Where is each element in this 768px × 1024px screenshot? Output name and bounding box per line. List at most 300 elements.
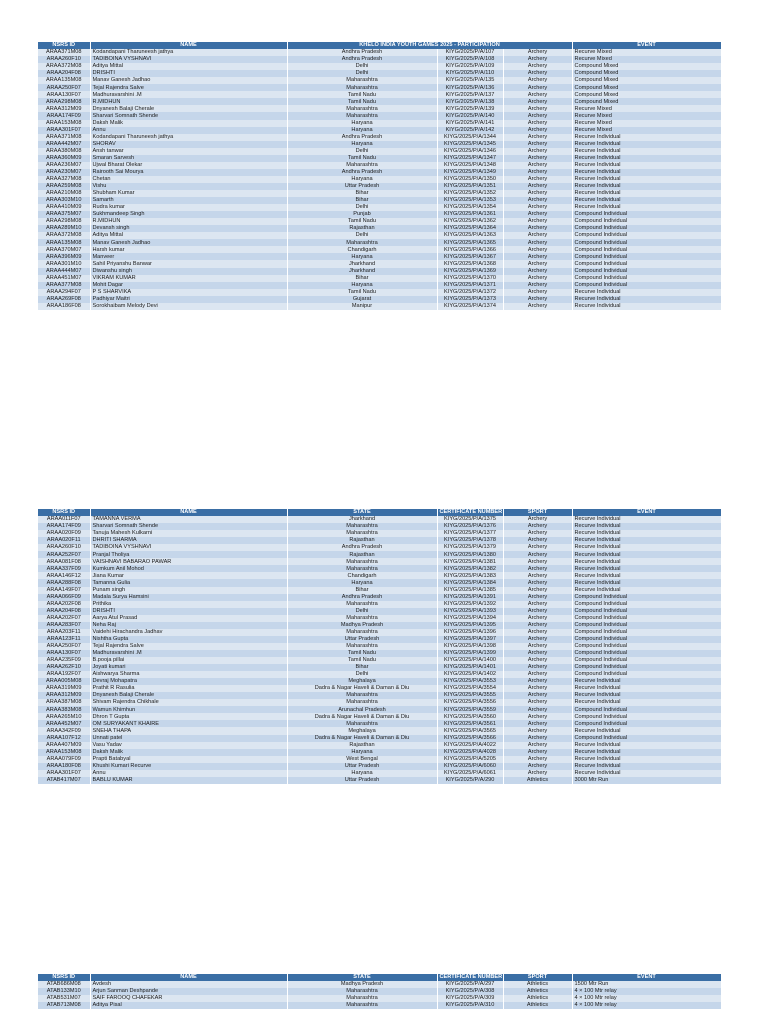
table-row [38,523,721,530]
state-cell: Bihar [287,587,437,594]
sport-cell: Archery [503,303,572,310]
table-row [38,98,721,105]
name-cell: Shubham Kumar [90,190,287,197]
state-cell: Maharashtra [287,615,437,622]
certificate-cell: KIYG/2025/P/A/1396 [437,629,503,636]
table-row [38,260,721,267]
certificate-cell: KIYG/2025/P/A/3554 [437,685,503,692]
sport-cell: Archery [503,98,572,105]
state-cell: Tamil Nadu [287,91,437,98]
sport-cell: Archery [503,671,572,678]
nsrs-id-cell: ARAA451M07 [38,275,90,282]
table-row [38,763,721,770]
nsrs-id-cell: ATAB133M10 [38,988,90,995]
table-row [38,981,721,988]
certificate-cell: KIYG/2025/P/A/1350 [437,176,503,183]
sport-header: SPORT [503,974,572,981]
state-cell: Jharkhand [287,260,437,267]
certificate-cell: KIYG/2025/P/A/1364 [437,225,503,232]
sport-cell: Archery [503,587,572,594]
event-cell: Compound Individual [572,622,721,629]
nsrs-id-cell: ATAB417M07 [38,777,90,784]
sport-cell: Archery [503,720,572,727]
event-cell: Compound Mixed [572,91,721,98]
sport-cell: Archery [503,268,572,275]
sport-cell: Archery [503,211,572,218]
sport-cell: Athletics [503,995,572,1002]
nsrs-id-cell: ARAA130F07 [38,650,90,657]
certificate-cell: KIYG/2025/P/A/1375 [437,516,503,523]
event-cell: Recurve Individual [572,692,721,699]
certificate-cell: KIYG/2025/P/A/3561 [437,720,503,727]
sport-cell: Archery [503,636,572,643]
name-cell: Manav Ganesh Jadhao [90,239,287,246]
certificate-cell: KIYG/2025/P/A/3559 [437,706,503,713]
nsrs-id-cell: ARAA298M08 [38,218,90,225]
event-cell: Recurve Individual [572,565,721,572]
sport-cell: Archery [503,162,572,169]
state-cell: Madhya Pradesh [287,622,437,629]
certificate-cell: KIYG/2025/P/A/1346 [437,148,503,155]
participation-table-2 [38,509,721,784]
table-row [38,268,721,275]
event-cell: Compound Individual [572,615,721,622]
certificate-cell: KIYG/2025/P/A/137 [437,91,503,98]
table-row [38,742,721,749]
name-cell: Devansh singh [90,225,287,232]
nsrs-id-cell: ARAA380M08 [38,148,90,155]
nsrs-id-cell: ARAA135M08 [38,239,90,246]
sport-cell: Archery [503,190,572,197]
certificate-cell: KIYG/2025/P/A/309 [437,995,503,1002]
event-cell: Recurve Mixed [572,56,721,63]
table-row [38,127,721,134]
nsrs-id-header: NSRS ID [38,509,90,516]
sport-cell: Archery [503,239,572,246]
nsrs-id-cell: ATAB713M08 [38,1002,90,1009]
table-row [38,77,721,84]
table-row [38,183,721,190]
state-cell: Rajasthan [287,551,437,558]
sport-cell: Archery [503,579,572,586]
certificate-cell: KIYG/2025/P/A/108 [437,56,503,63]
sport-cell: Athletics [503,988,572,995]
table-row [38,615,721,622]
event-cell: Recurve Individual [572,530,721,537]
state-cell: Andhra Pradesh [287,594,437,601]
certificate-cell: KIYG/2025/P/A/4022 [437,742,503,749]
name-cell: VAISHNAVI BABARAO PAWAR [90,558,287,565]
nsrs-id-cell: ARAA186F08 [38,303,90,310]
sport-cell: Archery [503,608,572,615]
sport-cell: Archery [503,643,572,650]
name-cell: Punam singh [90,587,287,594]
nsrs-id-cell: ARAA149F07 [38,587,90,594]
state-cell: Haryana [287,282,437,289]
event-cell: Recurve Individual [572,544,721,551]
nsrs-id-cell: ARAA107F12 [38,735,90,742]
nsrs-id-cell: ARAA375M07 [38,211,90,218]
certificate-cell: KIYG/2025/P/A/1381 [437,558,503,565]
table-row [38,756,721,763]
event-cell: Recurve Individual [572,678,721,685]
name-cell: Aditya Pisal [90,1002,287,1009]
certificate-cell: KIYG/2025/P/A/140 [437,112,503,119]
nsrs-id-cell: ARAA011F07 [38,516,90,523]
name-cell: Sukhmandeep Singh [90,211,287,218]
name-cell: Kumkum Anil Mohod [90,565,287,572]
state-cell: Rajasthan [287,537,437,544]
name-cell: DHRITI SHARMA [90,537,287,544]
nsrs-id-cell: ARAA319M09 [38,685,90,692]
name-header: NAME [90,509,287,516]
name-cell: Tejal Rajendra Salve [90,643,287,650]
name-cell: Joyati kumari [90,664,287,671]
name-cell: Madhuravarshini .M [90,91,287,98]
event-cell: Compound Individual [572,282,721,289]
sport-cell: Archery [503,544,572,551]
nsrs-id-cell: ARAA005M08 [38,678,90,685]
event-cell: Compound Individual [572,232,721,239]
sport-cell: Archery [503,183,572,190]
nsrs-id-cell: ARAA452M07 [38,720,90,727]
state-cell: Rajasthan [287,742,437,749]
sport-cell: Archery [503,141,572,148]
name-cell: Rairooth Sai Mourya [90,169,287,176]
table-row [38,253,721,260]
certificate-cell: KIYG/2025/P/A/1380 [437,551,503,558]
sport-cell: Archery [503,56,572,63]
sport-cell: Archery [503,232,572,239]
name-cell: OM SURYAKANT KHAIRE [90,720,287,727]
event-cell: Compound Individual [572,594,721,601]
nsrs-id-cell: ARAA298M08 [38,98,90,105]
state-cell: Bihar [287,275,437,282]
event-cell: Recurve Individual [572,579,721,586]
sport-cell: Archery [503,706,572,713]
name-cell: B.pooja pillai [90,657,287,664]
event-cell: Recurve Mixed [572,112,721,119]
event-cell: Recurve Individual [572,770,721,777]
sport-cell: Archery [503,84,572,91]
name-cell: R.MIDHUN [90,98,287,105]
certificate-cell: KIYG/2025/P/A/1347 [437,155,503,162]
event-cell: Recurve Individual [572,587,721,594]
state-cell: Haryana [287,120,437,127]
sport-cell: Athletics [503,1002,572,1009]
table-row [38,134,721,141]
sport-cell: Archery [503,176,572,183]
certificate-cell: KIYG/2025/P/A/1363 [437,232,503,239]
nsrs-id-cell: ARAA230M07 [38,169,90,176]
nsrs-id-cell: ARAA202F08 [38,601,90,608]
state-cell: Chandigarh [287,572,437,579]
nsrs-id-cell: ARAA203F11 [38,629,90,636]
table-row [38,91,721,98]
event-cell: Compound Mixed [572,70,721,77]
state-cell: Maharashtra [287,1002,437,1009]
event-cell: Recurve Individual [572,727,721,734]
sport-cell: Archery [503,594,572,601]
certificate-cell: KIYG/2025/P/A/1372 [437,289,503,296]
event-cell: Recurve Individual [572,155,721,162]
certificate-header: CERTIFICATE NUMBER [437,509,503,516]
event-cell: Recurve Individual [572,190,721,197]
name-cell: Samarth [90,197,287,204]
certificate-cell: KIYG/2025/P/A/1397 [437,636,503,643]
name-cell: BABLU KUMAR [90,777,287,784]
certificate-cell: KIYG/2025/P/A/4028 [437,749,503,756]
name-cell: Manav Ganesh Jadhao [90,77,287,84]
event-cell: Recurve Individual [572,183,721,190]
nsrs-id-cell: ARAA020F09 [38,530,90,537]
name-cell: Padhiyar Maitri [90,296,287,303]
event-cell: 4 × 100 Mtr relay [572,995,721,1002]
event-header: EVENT [572,509,721,516]
name-cell: Sharvari Somnath Shende [90,112,287,119]
event-cell: Recurve Mixed [572,120,721,127]
certificate-cell: KIYG/2025/P/A/136 [437,84,503,91]
state-cell: Tamil Nadu [287,218,437,225]
sport-cell: Archery [503,282,572,289]
event-header: EVENT [572,974,721,981]
certificate-cell: KIYG/2025/P/A/1383 [437,572,503,579]
table-row [38,685,721,692]
table-row [38,155,721,162]
event-cell: Compound Individual [572,629,721,636]
table-row [38,720,721,727]
event-cell: Recurve Individual [572,303,721,310]
event-cell: Recurve Individual [572,742,721,749]
table-row [38,608,721,615]
sport-cell: Archery [503,523,572,530]
event-cell: Compound Mixed [572,84,721,91]
table-row [38,1002,721,1009]
event-cell: Compound Mixed [572,63,721,70]
event-cell: 1500 Mtr Run [572,981,721,988]
table-row [38,218,721,225]
state-cell: Delhi [287,70,437,77]
table-row [38,289,721,296]
state-cell: Jharkhand [287,268,437,275]
nsrs-id-cell: ARAA252F07 [38,551,90,558]
name-cell: Tamanna Gulia [90,579,287,586]
nsrs-id-cell: ARAA371M08 [38,134,90,141]
name-cell: Mohit Dagar [90,282,287,289]
certificate-cell: KIYG/2025/P/A/141 [437,120,503,127]
nsrs-id-cell: ARAA180F08 [38,763,90,770]
sport-cell: Archery [503,253,572,260]
nsrs-id-cell: ARAA269F08 [38,296,90,303]
name-cell: Aishwarya Sharma [90,671,287,678]
nsrs-id-cell: ARAA371M08 [38,49,90,56]
event-cell: Recurve Individual [572,162,721,169]
name-cell: R.MIDHUN [90,218,287,225]
event-cell: Compound Individual [572,643,721,650]
table-body [38,49,721,310]
nsrs-id-cell: ARAA301F07 [38,770,90,777]
event-cell: Compound Individual [572,650,721,657]
name-cell: SAIF FAROOQ CHAFEKAR [90,995,287,1002]
state-cell: Maharashtra [287,720,437,727]
sport-cell: Archery [503,749,572,756]
nsrs-id-cell: ARAA204F08 [38,608,90,615]
nsrs-id-cell: ATAB531M07 [38,995,90,1002]
certificate-cell: KIYG/2025/P/A/135 [437,77,503,84]
state-cell: Meghalaya [287,727,437,734]
sport-cell: Archery [503,260,572,267]
table-row [38,70,721,77]
certificate-cell: KIYG/2025/P/A/110 [437,70,503,77]
state-cell: Maharashtra [287,699,437,706]
certificate-cell: KIYG/2025/P/A/1395 [437,622,503,629]
certificate-cell: KIYG/2025/P/A/1371 [437,282,503,289]
name-cell: Avdesh [90,981,287,988]
nsrs-id-cell: ARAA301M10 [38,260,90,267]
event-cell: 4 × 100 Mtr relay [572,1002,721,1009]
certificate-cell: KIYG/2025/P/A/1351 [437,183,503,190]
table-row [38,303,721,310]
state-cell: Manipur [287,303,437,310]
certificate-cell: KIYG/2025/P/A/1365 [437,239,503,246]
sport-cell: Archery [503,622,572,629]
event-cell: Recurve Individual [572,148,721,155]
table-row [38,601,721,608]
event-cell: Compound Individual [572,211,721,218]
event-cell: Compound Individual [572,246,721,253]
nsrs-id-cell: ARAA174F09 [38,523,90,530]
name-cell: Smaran Sarvesh [90,155,287,162]
nsrs-id-cell: ARAA250F07 [38,84,90,91]
name-cell: Prapti Batabyal [90,756,287,763]
name-cell: VIKRAM KUMAR [90,275,287,282]
table-row [38,204,721,211]
certificate-cell: KIYG/2025/P/A/308 [437,988,503,995]
table-row [38,296,721,303]
sport-cell: Archery [503,770,572,777]
sport-cell: Archery [503,664,572,671]
certificate-cell: KIYG/2025/P/A/6060 [437,763,503,770]
nsrs-id-cell: ARAA130F07 [38,91,90,98]
event-cell: Recurve Individual [572,289,721,296]
nsrs-id-cell: ARAA020F11 [38,537,90,544]
name-cell: Dhron T Gupta [90,713,287,720]
name-cell: Aarya Atul Prasad [90,615,287,622]
state-cell: Maharashtra [287,558,437,565]
sport-cell: Archery [503,558,572,565]
event-cell: Compound Individual [572,636,721,643]
state-cell: Arunachal Pradesh [287,706,437,713]
nsrs-id-cell: ARAA262F10 [38,664,90,671]
nsrs-id-cell: ATAB686M08 [38,981,90,988]
state-cell: Maharashtra [287,105,437,112]
nsrs-id-cell: ARAA383M08 [38,706,90,713]
certificate-cell: KIYG/2025/P/A/1368 [437,260,503,267]
nsrs-id-cell: ARAA260F10 [38,56,90,63]
state-cell: Delhi [287,232,437,239]
sport-cell: Archery [503,289,572,296]
name-cell: TADIBOINA VYSHNAVI [90,56,287,63]
table-row [38,197,721,204]
state-cell: Gujarat [287,296,437,303]
event-cell: Compound Mixed [572,77,721,84]
event-cell: Recurve Individual [572,134,721,141]
name-cell: Shivam Rajendra Chikhale [90,699,287,706]
table-row [38,530,721,537]
name-cell: Sorokhaibam Melody Devi [90,303,287,310]
event-cell: Compound Individual [572,260,721,267]
name-cell: P S SHARVIKA [90,289,287,296]
certificate-cell: KIYG/2025/P/A/1378 [437,537,503,544]
name-cell: DRISHTI [90,608,287,615]
table-row [38,727,721,734]
nsrs-id-cell: ARAA377M08 [38,282,90,289]
sport-cell: Archery [503,225,572,232]
certificate-cell: KIYG/2025/P/A/142 [437,127,503,134]
name-cell: Vishu [90,183,287,190]
nsrs-id-cell: ARAA202F07 [38,615,90,622]
nsrs-id-cell: ARAA081F08 [38,558,90,565]
sport-cell: Archery [503,537,572,544]
table-row [38,239,721,246]
event-cell: Compound Individual [572,720,721,727]
certificate-cell: KIYG/2025/P/A/1384 [437,579,503,586]
nsrs-id-cell: ARAA407M09 [38,742,90,749]
certificate-cell: KIYG/2025/P/A/1352 [437,190,503,197]
name-cell: Vasu Yadav [90,742,287,749]
certificate-cell: KIYG/2025/P/A/1400 [437,657,503,664]
table-body [38,981,721,1009]
state-cell: Andhra Pradesh [287,544,437,551]
table-row [38,56,721,63]
table-row [38,713,721,720]
table-row [38,770,721,777]
state-cell: Maharashtra [287,112,437,119]
nsrs-id-cell: ARAA342F09 [38,727,90,734]
state-cell: Haryana [287,749,437,756]
state-cell: Maharashtra [287,77,437,84]
certificate-cell: KIYG/2025/P/A/290 [437,777,503,784]
nsrs-id-cell: ARAA265M10 [38,713,90,720]
nsrs-id-cell: ARAA360M09 [38,155,90,162]
certificate-cell: KIYG/2025/P/A/1348 [437,162,503,169]
certificate-cell: KIYG/2025/P/A/1367 [437,253,503,260]
state-cell: Tamil Nadu [287,155,437,162]
event-cell: Compound Individual [572,239,721,246]
table-row [38,749,721,756]
certificate-cell: KIYG/2025/P/A/1398 [437,643,503,650]
sport-cell: Archery [503,91,572,98]
participation-table-1 [38,42,721,310]
name-cell: Annu [90,770,287,777]
name-cell: Wamun Khimhun [90,706,287,713]
sport-cell: Archery [503,77,572,84]
nsrs-id-cell: ARAA370M07 [38,246,90,253]
name-cell: Unnati patel [90,735,287,742]
certificate-cell: KIYG/2025/P/A/107 [437,49,503,56]
sport-cell: Archery [503,63,572,70]
sport-cell: Archery [503,218,572,225]
certificate-cell: KIYG/2025/P/A/1393 [437,608,503,615]
name-cell: Pranjal Tholiya [90,551,287,558]
certificate-cell: KIYG/2025/P/A/1345 [437,141,503,148]
nsrs-id-cell: ARAA312M09 [38,105,90,112]
nsrs-id-cell: ARAA235F09 [38,657,90,664]
state-cell: Dadra & Nagar Haveli & Daman & Diu [287,735,437,742]
nsrs-id-cell: ARAA250F07 [38,643,90,650]
sport-cell: Archery [503,756,572,763]
sport-cell: Archery [503,246,572,253]
